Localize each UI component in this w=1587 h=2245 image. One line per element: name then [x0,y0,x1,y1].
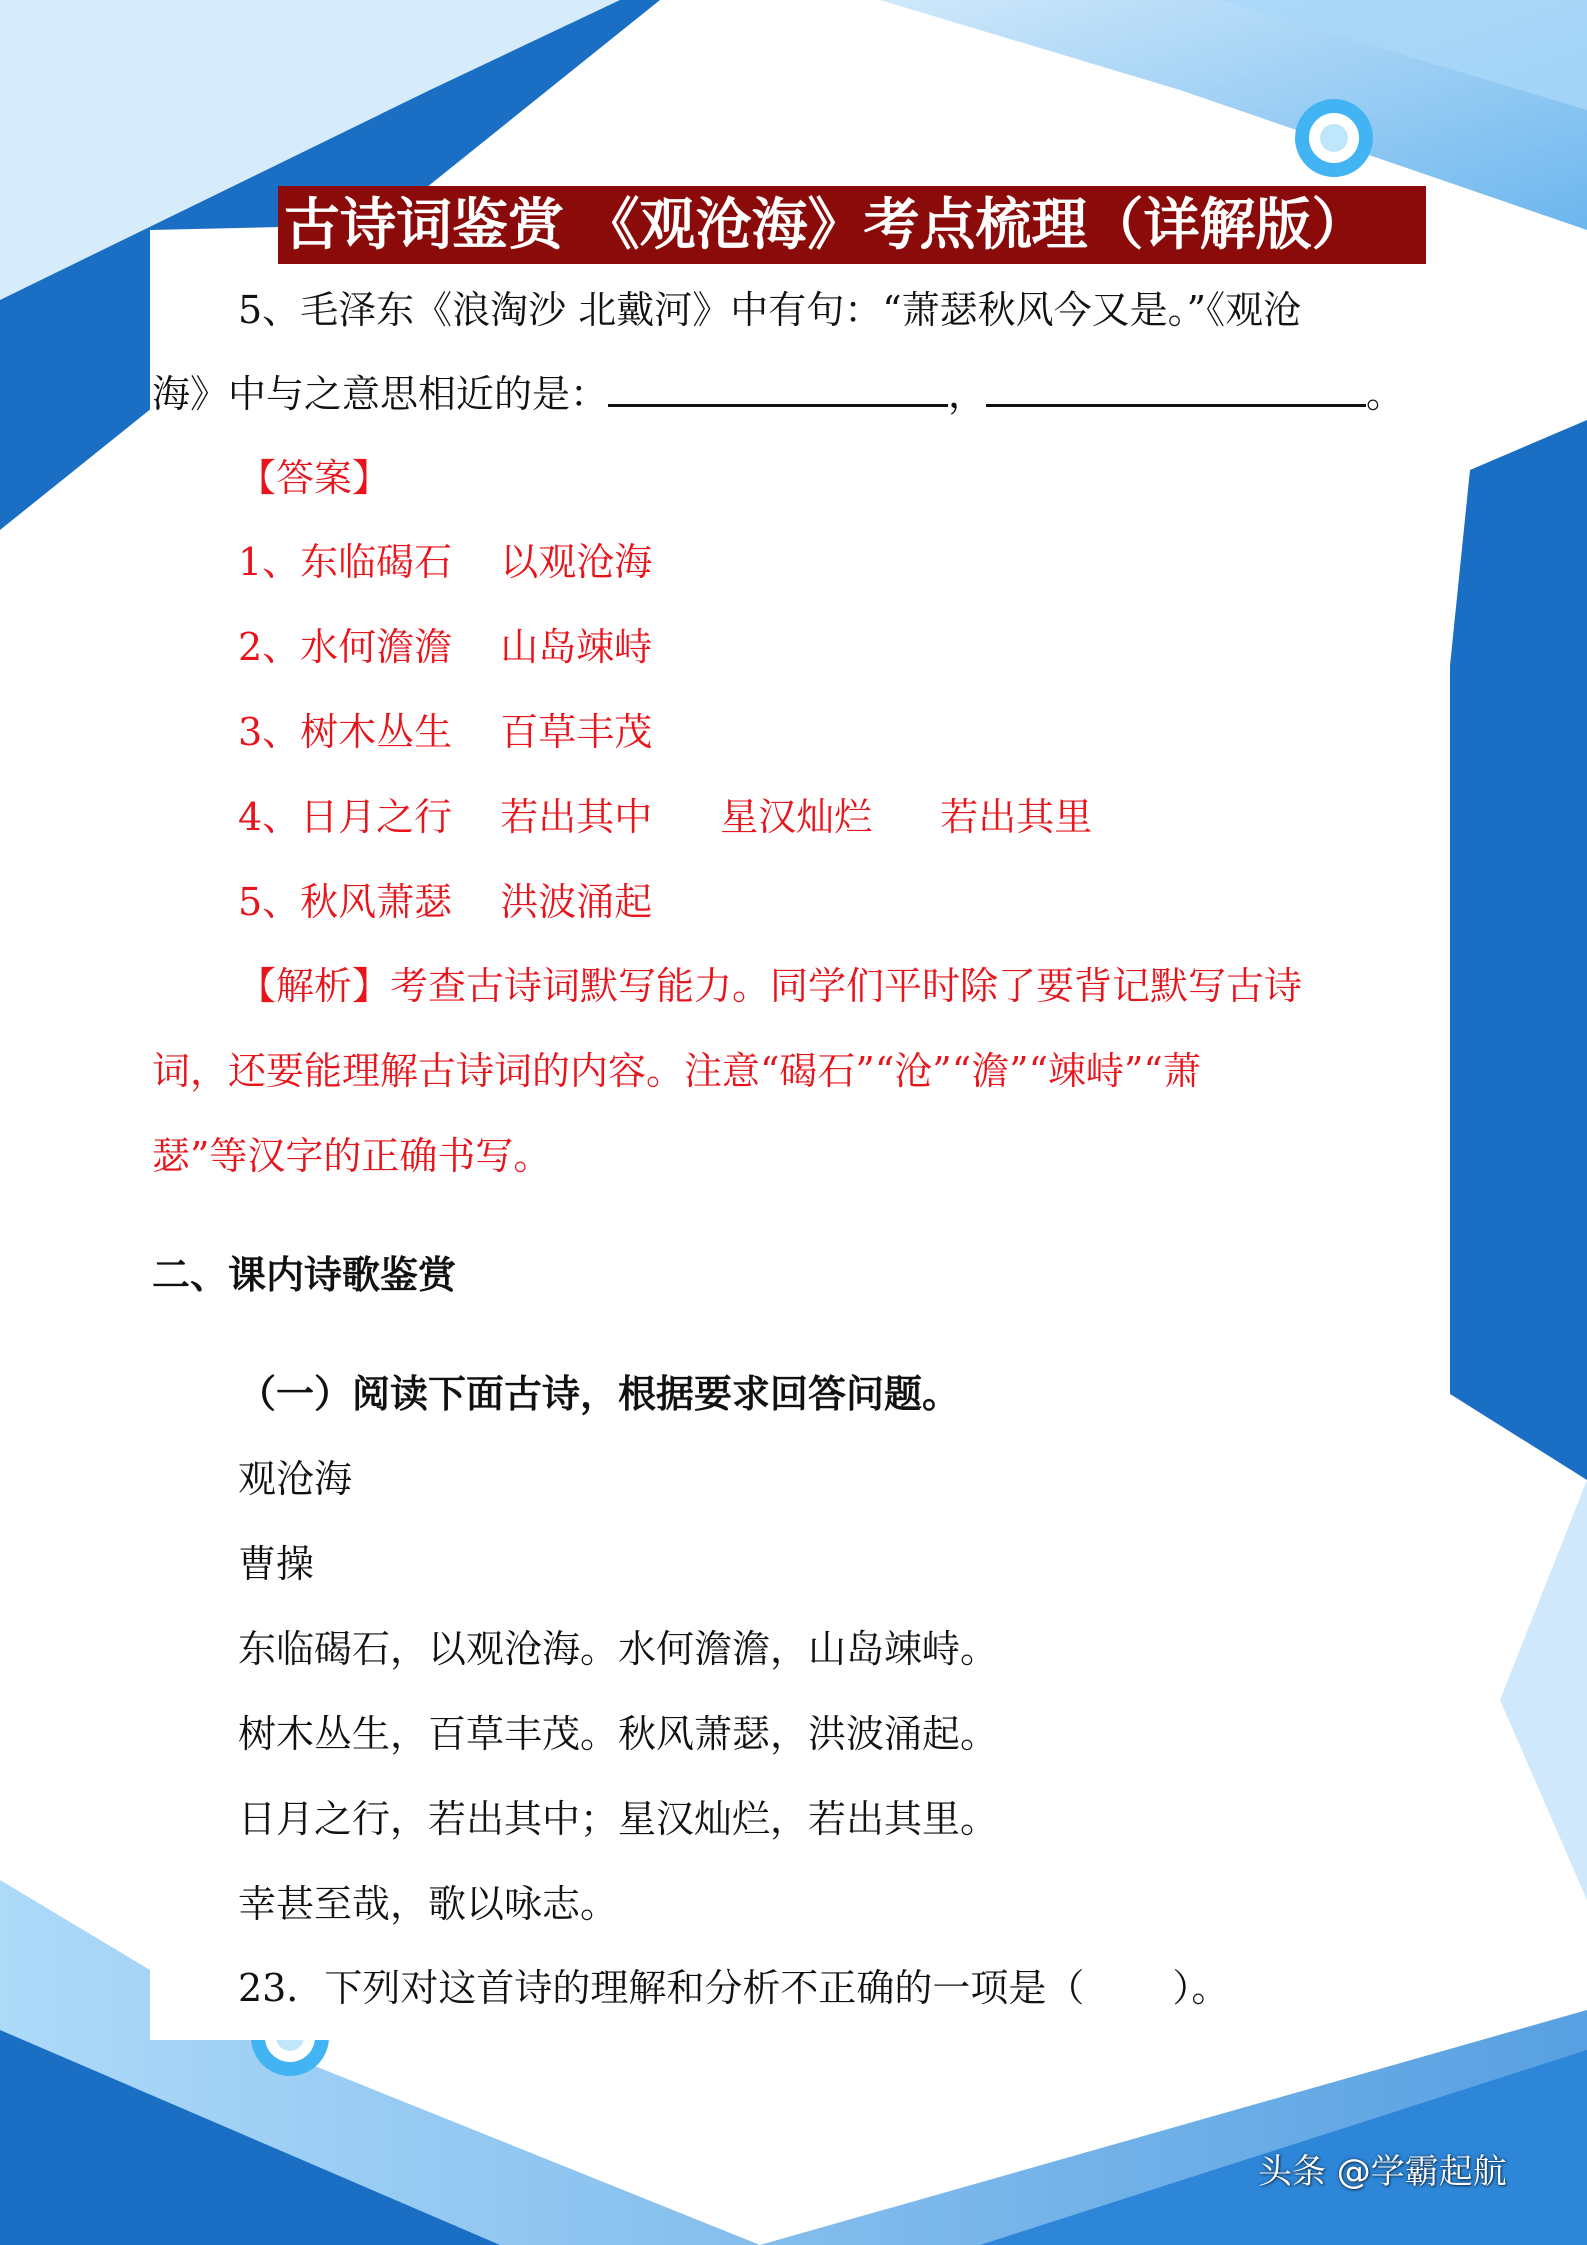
question-5-line1: 5、毛泽东《浪淘沙 北戴河》中有句：“萧瑟秋风今又是。”《观沧 [238,288,1302,332]
poem-line-3: 日月之行，若出其中；星汉灿烂，若出其里。 [238,1797,999,1841]
section-heading-2: 二、课内诗歌鉴赏 [152,1252,457,1297]
answer-line-4: 4、日月之行 若出其中 星汉灿烂 若出其里 [238,795,1093,839]
question-5-line2-text: 海》中与之意思相近的是： [152,372,609,416]
answer-blank-1[interactable] [608,370,948,407]
analysis-line-2: 词，还要能理解古诗词的内容。注意“碣石”“沧”“澹”“竦峙”“萧 [152,1049,1201,1093]
answer-label: 【答案】 [238,456,391,500]
page-title: 古诗词鉴赏 《观沧海》考点梳理（详解版） [278,186,1426,264]
answer-blank-2[interactable] [986,370,1366,407]
answer-line-5: 5、秋风萧瑟 洪波涌起 [238,880,653,924]
subsection-heading-1: （一）阅读下面古诗，根据要求回答问题。 [238,1371,961,1416]
poem-line-1: 东临碣石，以观沧海。水何澹澹，山岛竦峙。 [238,1627,999,1671]
poem-line-2: 树木丛生，百草丰茂。秋风萧瑟，洪波涌起。 [238,1712,999,1756]
question-23: 23．下列对这首诗的理解和分析不正确的一项是（ ）。 [238,1966,1230,2010]
poem-title: 观沧海 [238,1457,353,1501]
analysis-line-3: 瑟”等汉字的正确书写。 [152,1134,552,1178]
poem-line-4: 幸甚至哉，歌以咏志。 [238,1882,619,1926]
question-5-line2 [152,368,1404,420]
answer-line-3: 3、树木丛生 百草丰茂 [238,710,653,754]
poem-author: 曹操 [238,1542,315,1586]
answer-line-1: 1、东临碣石 以观沧海 [238,540,653,584]
right-light-band [1500,1480,1587,1900]
question-5-end: 。 [1366,372,1405,416]
analysis-line-1: 【解析】考查古诗词默写能力。同学们平时除了要背记默写古诗 [238,964,1303,1008]
question-5-comma: ， [948,372,987,416]
answer-line-2: 2、水何澹澹 山岛竦峙 [238,625,653,669]
watermark: 头条 @学霸起航 [1258,2152,1507,2192]
